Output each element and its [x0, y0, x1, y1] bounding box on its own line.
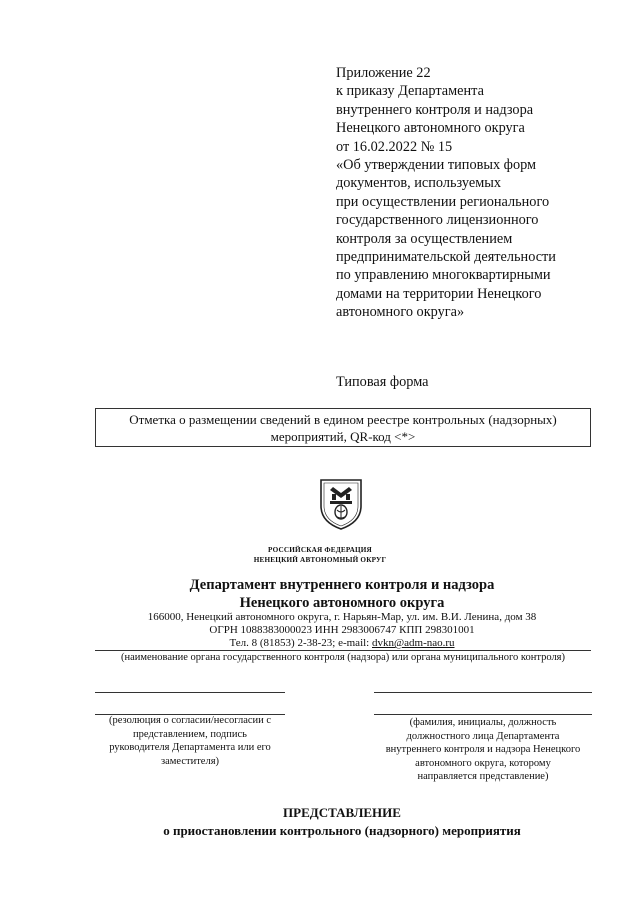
typical-form-label: Типовая форма: [336, 374, 429, 390]
caption-line: должностного лица Департамента: [406, 730, 560, 742]
appendix-line: домами на территории Ненецкого: [336, 285, 542, 302]
recipient-line: [374, 692, 592, 693]
department-contacts: [0, 637, 640, 651]
org-caption: (наименование органа государственного контроля (надзора) или органа муниципального контроля): [120, 652, 566, 663]
appendix-line: «Об утверждении типовых форм: [336, 157, 537, 174]
department-email[interactable]: dvkn@adm-nao.ru: [372, 637, 455, 649]
department-tel: Тел. 8 (81853) 2-38-23; e-mail:: [229, 637, 372, 649]
caption-line: представлением, подпись: [133, 728, 247, 740]
resolution-line: [95, 692, 285, 693]
appendix-line: по управлению многоквартирными: [336, 267, 551, 284]
appendix-line: автономного округа»: [336, 304, 465, 321]
caption-line: руководителя Департамента или его: [109, 742, 271, 753]
caption-line: автономного округа, которому: [415, 757, 551, 769]
appendix-line: к приказу Департамента: [336, 83, 484, 100]
department-ogrn: ОГРН 1088383000023 ИНН 2983006747 КПП 298301001: [209, 624, 475, 636]
appendix-line: предпринимательской деятельности: [336, 249, 556, 266]
department-name-line2: Ненецкого автономного округа: [239, 595, 445, 611]
appendix-line: Приложение 22: [336, 65, 431, 81]
recipient-line: [374, 714, 592, 715]
recipient-caption: [374, 716, 592, 784]
qr-registry-box: [95, 408, 591, 447]
department-name: Департамент внутреннего контроля и надзора: [189, 577, 495, 593]
appendix-line: внутреннего контроля и надзора: [336, 101, 534, 118]
document-title: ПРЕДСТАВЛЕНИЕ: [283, 805, 401, 820]
caption-line: (фамилия, инициалы, должность: [409, 717, 557, 728]
appendix-line: государственного лицензионного: [336, 212, 539, 229]
appendix-line: контроля за осуществлением: [336, 230, 513, 247]
federation-label: РОССИЙСКАЯ ФЕДЕРАЦИЯ: [268, 546, 372, 554]
caption-line: внутреннего контроля и надзора Ненецкого: [385, 744, 581, 755]
resolution-caption: [95, 714, 285, 768]
nenets-coat-of-arms-icon: [318, 476, 364, 532]
caption-line: заместителя): [160, 755, 220, 767]
okrug-label: НЕНЕЦКИЙ АВТОНОМНЫЙ ОКРУГ: [253, 556, 387, 564]
appendix-line: Ненецкого автономного округа: [336, 120, 525, 137]
department-address: 166000, Ненецкий автономного округа, г. Нарьян-Мар, ул. им. В.И. Ленина, дом 38: [147, 611, 537, 623]
appendix-line: от 16.02.2022 № 15: [336, 138, 453, 155]
document-subtitle: о приостановлении контрольного (надзорного) мероприятия: [163, 823, 521, 838]
appendix-block: [336, 64, 626, 322]
appendix-line: документов, используемых: [336, 175, 501, 192]
appendix-line: при осуществлении регионального: [336, 193, 550, 210]
caption-line: (резолюция о согласии/несогласии с: [108, 715, 272, 726]
caption-line: направляется представление): [417, 771, 549, 782]
qr-box-line: мероприятий, QR-код <*>: [270, 428, 416, 444]
qr-box-line: Отметка о размещении сведений в едином реестре контрольных (надзорных): [129, 412, 557, 427]
